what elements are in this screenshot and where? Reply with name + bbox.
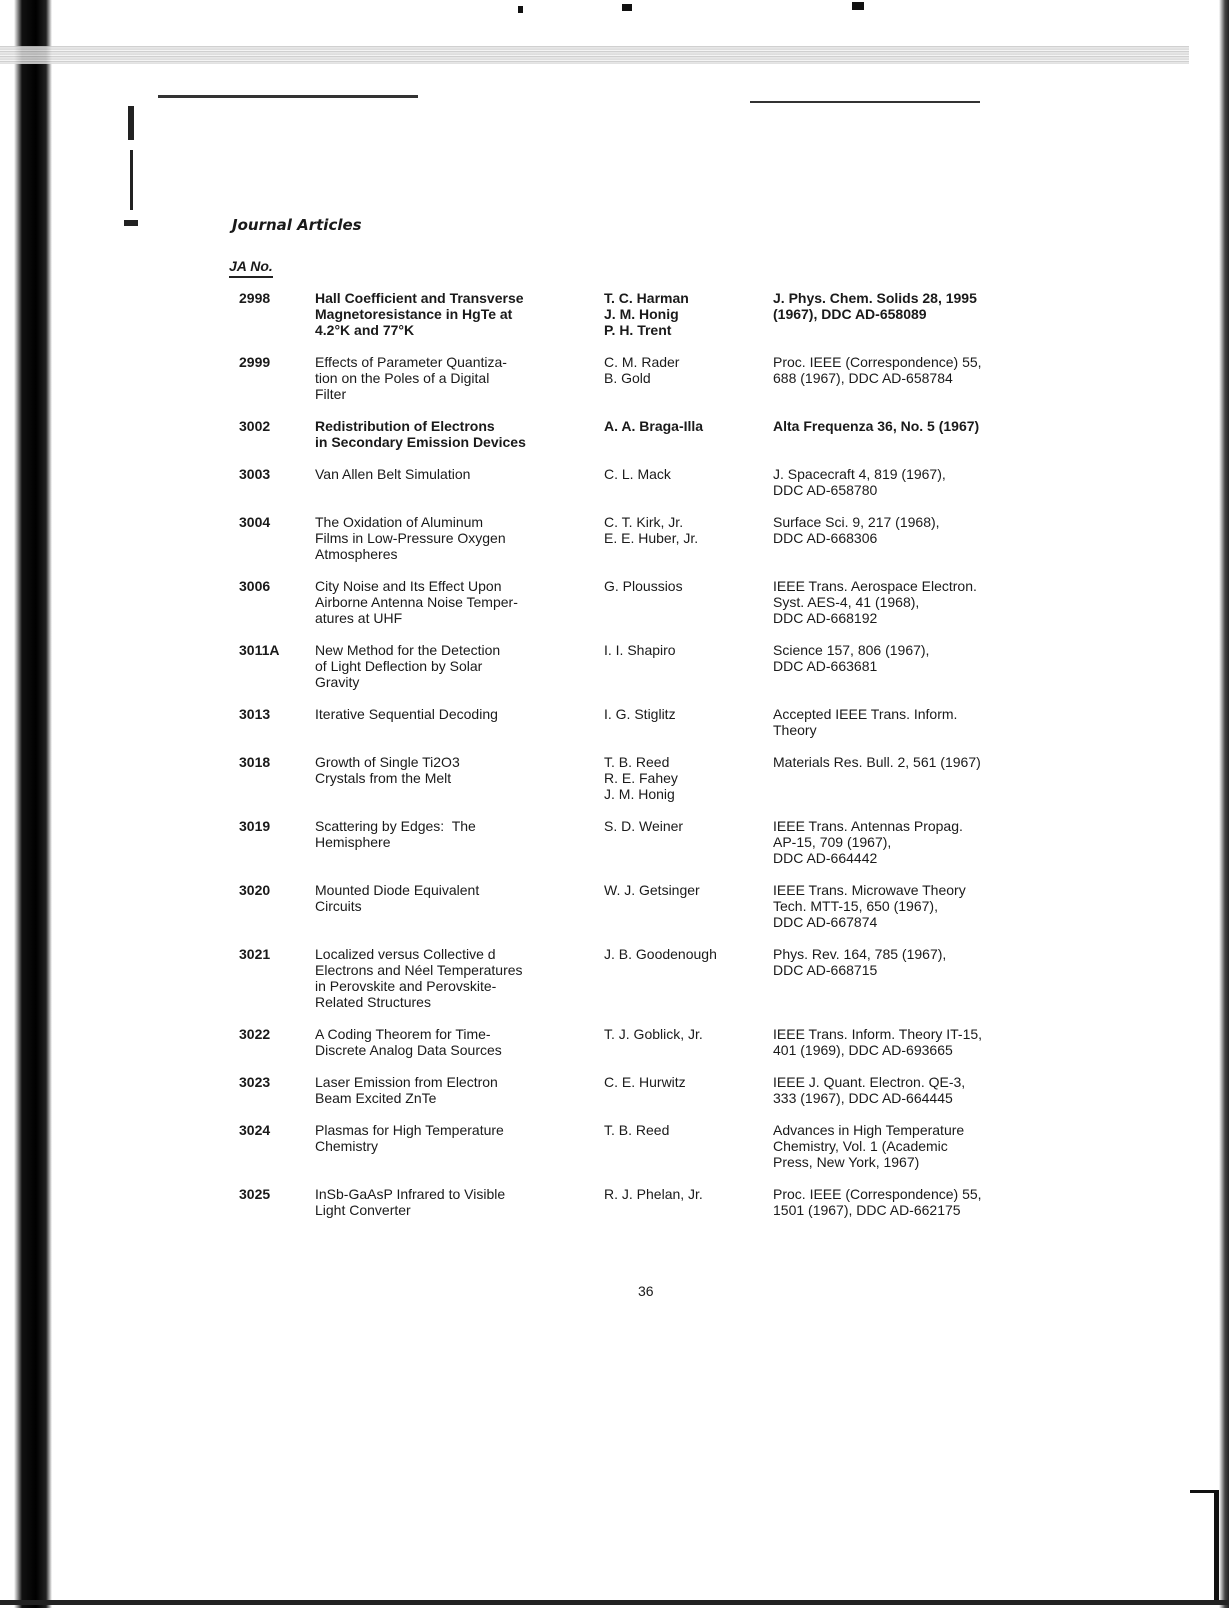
article-reference-line: DDC AD-668715 xyxy=(773,962,878,978)
article-title xyxy=(315,1074,595,1106)
scan-right-edge xyxy=(1189,0,1229,1608)
article-reference xyxy=(773,418,1073,434)
article-title-line: of Light Deflection by Solar xyxy=(315,658,483,674)
article-title xyxy=(315,466,595,482)
article-number: 3019 xyxy=(239,818,271,834)
article-authors xyxy=(604,1074,754,1090)
article-reference-line: Chemistry, Vol. 1 (Academic xyxy=(773,1138,948,1154)
article-number: 2998 xyxy=(239,290,271,306)
article-title-line: tion on the Poles of a Digital xyxy=(315,370,490,386)
article-reference-line: AP-15, 709 (1967), xyxy=(773,834,892,850)
article-reference xyxy=(773,754,1073,770)
article-title xyxy=(315,1186,595,1218)
article-authors-line: R. E. Fahey xyxy=(604,770,678,786)
article-title-line: Redistribution of Electrons xyxy=(315,418,495,434)
article-authors-line: W. J. Getsinger xyxy=(604,882,700,898)
article-title xyxy=(315,882,595,914)
article-title-line: Iterative Sequential Decoding xyxy=(315,706,498,722)
article-title-line: Laser Emission from Electron xyxy=(315,1074,498,1090)
article-reference-line: Proc. IEEE (Correspondence) 55, xyxy=(773,1186,982,1202)
article-authors-line: T. J. Goblick, Jr. xyxy=(604,1026,703,1042)
article-title-line: InSb-GaAsP Infrared to Visible xyxy=(315,1186,506,1202)
article-reference-line: Theory xyxy=(773,722,817,738)
article-authors-line: T. B. Reed xyxy=(604,1122,670,1138)
article-number: 3022 xyxy=(239,1026,271,1042)
article-title xyxy=(315,418,595,450)
article-authors xyxy=(604,290,754,338)
article-authors-line: R. J. Phelan, Jr. xyxy=(604,1186,703,1202)
article-reference xyxy=(773,706,1073,738)
scan-dot xyxy=(518,6,523,13)
article-title-line: Scattering by Edges: The xyxy=(315,818,476,834)
article-title xyxy=(315,754,595,786)
article-reference xyxy=(773,578,1073,626)
article-reference xyxy=(773,1186,1073,1218)
article-authors-line: C. L. Mack xyxy=(604,466,671,482)
article-authors xyxy=(604,1186,754,1202)
article-title-line: Airborne Antenna Noise Temper- xyxy=(315,594,518,610)
article-title xyxy=(315,642,595,690)
article-title-line: Beam Excited ZnTe xyxy=(315,1090,437,1106)
article-reference-line: 333 (1967), DDC AD-664445 xyxy=(773,1090,953,1106)
article-number: 3013 xyxy=(239,706,271,722)
article-reference xyxy=(773,466,1073,498)
article-title-line: The Oxidation of Aluminum xyxy=(315,514,484,530)
article-title-line: in Perovskite and Perovskite- xyxy=(315,978,497,994)
article-title-line: Plasmas for High Temperature xyxy=(315,1122,504,1138)
article-reference-line: IEEE Trans. Antennas Propag. xyxy=(773,818,963,834)
article-number: 3004 xyxy=(239,514,271,530)
article-authors-line: G. Ploussios xyxy=(604,578,683,594)
article-authors-line: E. E. Huber, Jr. xyxy=(604,530,699,546)
article-authors-line: S. D. Weiner xyxy=(604,818,684,834)
article-title xyxy=(315,706,595,722)
article-reference-line: Phys. Rev. 164, 785 (1967), xyxy=(773,946,947,962)
article-title-line: Gravity xyxy=(315,674,360,690)
scan-left-mark xyxy=(124,220,138,226)
article-number: 3006 xyxy=(239,578,271,594)
article-title-line: atures at UHF xyxy=(315,610,403,626)
article-number: 3023 xyxy=(239,1074,271,1090)
article-title-line: Hall Coefficient and Transverse xyxy=(315,290,524,306)
article-authors xyxy=(604,642,754,658)
article-reference-line: IEEE Trans. Aerospace Electron. xyxy=(773,578,977,594)
article-number: 3011A xyxy=(239,642,280,658)
article-authors xyxy=(604,818,754,834)
page-number: 36 xyxy=(638,1283,654,1299)
article-title-line: Discrete Analog Data Sources xyxy=(315,1042,502,1058)
article-title-line: Growth of Single Ti2O3 xyxy=(315,754,460,770)
article-authors-line: J. B. Goodenough xyxy=(604,946,717,962)
article-reference xyxy=(773,1026,1073,1058)
article-reference-line: DDC AD-668306 xyxy=(773,530,878,546)
scan-corner-bracket xyxy=(1190,1490,1219,1603)
article-authors-line: C. T. Kirk, Jr. xyxy=(604,514,684,530)
article-title xyxy=(315,354,595,402)
article-reference-line: Tech. MTT-15, 650 (1967), xyxy=(773,898,938,914)
article-authors-line: J. M. Honig xyxy=(604,306,679,322)
article-reference-line: DDC AD-663681 xyxy=(773,658,878,674)
article-title xyxy=(315,1122,595,1154)
article-authors-line: I. I. Shapiro xyxy=(604,642,676,658)
article-title-line: New Method for the Detection xyxy=(315,642,501,658)
article-authors-line: I. G. Stiglitz xyxy=(604,706,676,722)
article-authors xyxy=(604,418,754,434)
article-title-line: Atmospheres xyxy=(315,546,398,562)
scan-bottom-edge xyxy=(0,1600,1229,1605)
section-title: Journal Articles xyxy=(232,216,362,234)
article-reference xyxy=(773,1074,1073,1106)
article-title-line: Localized versus Collective d xyxy=(315,946,496,962)
article-title-line: Electrons and Néel Temperatures xyxy=(315,962,523,978)
article-title-line: City Noise and Its Effect Upon xyxy=(315,578,502,594)
article-reference xyxy=(773,1122,1073,1170)
article-reference-line: Accepted IEEE Trans. Inform. xyxy=(773,706,958,722)
article-authors xyxy=(604,706,754,722)
article-authors xyxy=(604,578,754,594)
article-reference xyxy=(773,946,1073,978)
article-title-line: Chemistry xyxy=(315,1138,379,1154)
article-authors xyxy=(604,466,754,482)
article-title xyxy=(315,946,595,1010)
article-title-line: Effects of Parameter Quantiza- xyxy=(315,354,507,370)
article-authors xyxy=(604,1026,754,1042)
article-reference xyxy=(773,882,1073,930)
scan-left-edge xyxy=(0,0,52,1608)
article-number: 3018 xyxy=(239,754,271,770)
article-number: 3024 xyxy=(239,1122,271,1138)
article-title-line: Light Converter xyxy=(315,1202,411,1218)
article-reference-line: Alta Frequenza 36, No. 5 (1967) xyxy=(773,418,980,434)
article-authors xyxy=(604,514,754,546)
article-title-line: Magnetoresistance in HgTe at xyxy=(315,306,513,322)
article-reference-line: DDC AD-664442 xyxy=(773,850,878,866)
scan-dot xyxy=(622,4,632,11)
article-title-line: A Coding Theorem for Time- xyxy=(315,1026,491,1042)
article-reference xyxy=(773,290,1073,322)
article-reference-line: J. Spacecraft 4, 819 (1967), xyxy=(773,466,946,482)
article-number: 2999 xyxy=(239,354,271,370)
article-authors-line: T. C. Harman xyxy=(604,290,689,306)
article-title-line: in Secondary Emission Devices xyxy=(315,434,526,450)
scan-left-mark xyxy=(128,106,134,140)
article-authors-line: P. H. Trent xyxy=(604,322,672,338)
article-reference-line: IEEE J. Quant. Electron. QE-3, xyxy=(773,1074,966,1090)
article-number: 3002 xyxy=(239,418,271,434)
article-number: 3021 xyxy=(239,946,271,962)
article-reference-line: 1501 (1967), DDC AD-662175 xyxy=(773,1202,961,1218)
article-reference-line: Advances in High Temperature xyxy=(773,1122,965,1138)
article-authors-line: J. M. Honig xyxy=(604,786,675,802)
article-title xyxy=(315,514,595,562)
article-title-line: Related Structures xyxy=(315,994,431,1010)
article-reference-line: DDC AD-668192 xyxy=(773,610,878,626)
article-title xyxy=(315,818,595,850)
article-reference xyxy=(773,818,1073,866)
top-rule xyxy=(158,95,418,98)
ja-number-header: JA No. xyxy=(229,258,273,278)
article-reference xyxy=(773,642,1073,674)
article-title-line: Circuits xyxy=(315,898,362,914)
article-reference-line: Surface Sci. 9, 217 (1968), xyxy=(773,514,940,530)
scan-top-band xyxy=(0,46,1229,64)
article-title-line: 4.2°K and 77°K xyxy=(315,322,415,338)
article-number: 3003 xyxy=(239,466,271,482)
article-reference-line: Press, New York, 1967) xyxy=(773,1154,920,1170)
article-authors xyxy=(604,946,754,962)
article-authors-line: T. B. Reed xyxy=(604,754,670,770)
article-authors xyxy=(604,882,754,898)
article-title-line: Crystals from the Melt xyxy=(315,770,452,786)
article-authors-line: C. E. Hurwitz xyxy=(604,1074,686,1090)
article-reference-line: Proc. IEEE (Correspondence) 55, xyxy=(773,354,982,370)
article-title-line: Van Allen Belt Simulation xyxy=(315,466,471,482)
article-authors xyxy=(604,754,754,802)
article-reference-line: DDC AD-667874 xyxy=(773,914,878,930)
article-number: 3020 xyxy=(239,882,271,898)
article-title-line: Filter xyxy=(315,386,347,402)
article-title-line: Hemisphere xyxy=(315,834,391,850)
article-reference-line: Syst. AES-4, 41 (1968), xyxy=(773,594,920,610)
article-authors-line: B. Gold xyxy=(604,370,651,386)
article-reference-line: DDC AD-658780 xyxy=(773,482,878,498)
article-title xyxy=(315,578,595,626)
article-authors-line: C. M. Rader xyxy=(604,354,680,370)
article-title xyxy=(315,1026,595,1058)
article-authors xyxy=(604,1122,754,1138)
article-authors xyxy=(604,354,754,386)
article-reference xyxy=(773,354,1073,386)
article-title-line: Mounted Diode Equivalent xyxy=(315,882,480,898)
article-reference-line: J. Phys. Chem. Solids 28, 1995 xyxy=(773,290,977,306)
scan-left-mark xyxy=(130,150,133,210)
article-reference xyxy=(773,514,1073,546)
top-rule xyxy=(750,101,980,103)
article-title-line: Films in Low-Pressure Oxygen xyxy=(315,530,506,546)
article-reference-line: Materials Res. Bull. 2, 561 (1967) xyxy=(773,754,981,770)
article-reference-line: (1967), DDC AD-658089 xyxy=(773,306,927,322)
article-reference-line: 688 (1967), DDC AD-658784 xyxy=(773,370,953,386)
article-authors-line: A. A. Braga-Illa xyxy=(604,418,704,434)
article-reference-line: IEEE Trans. Inform. Theory IT-15, xyxy=(773,1026,983,1042)
article-title xyxy=(315,290,595,338)
article-reference-line: Science 157, 806 (1967), xyxy=(773,642,930,658)
scan-dot xyxy=(852,2,864,10)
article-reference-line: IEEE Trans. Microwave Theory xyxy=(773,882,966,898)
article-reference-line: 401 (1969), DDC AD-693665 xyxy=(773,1042,953,1058)
article-number: 3025 xyxy=(239,1186,271,1202)
